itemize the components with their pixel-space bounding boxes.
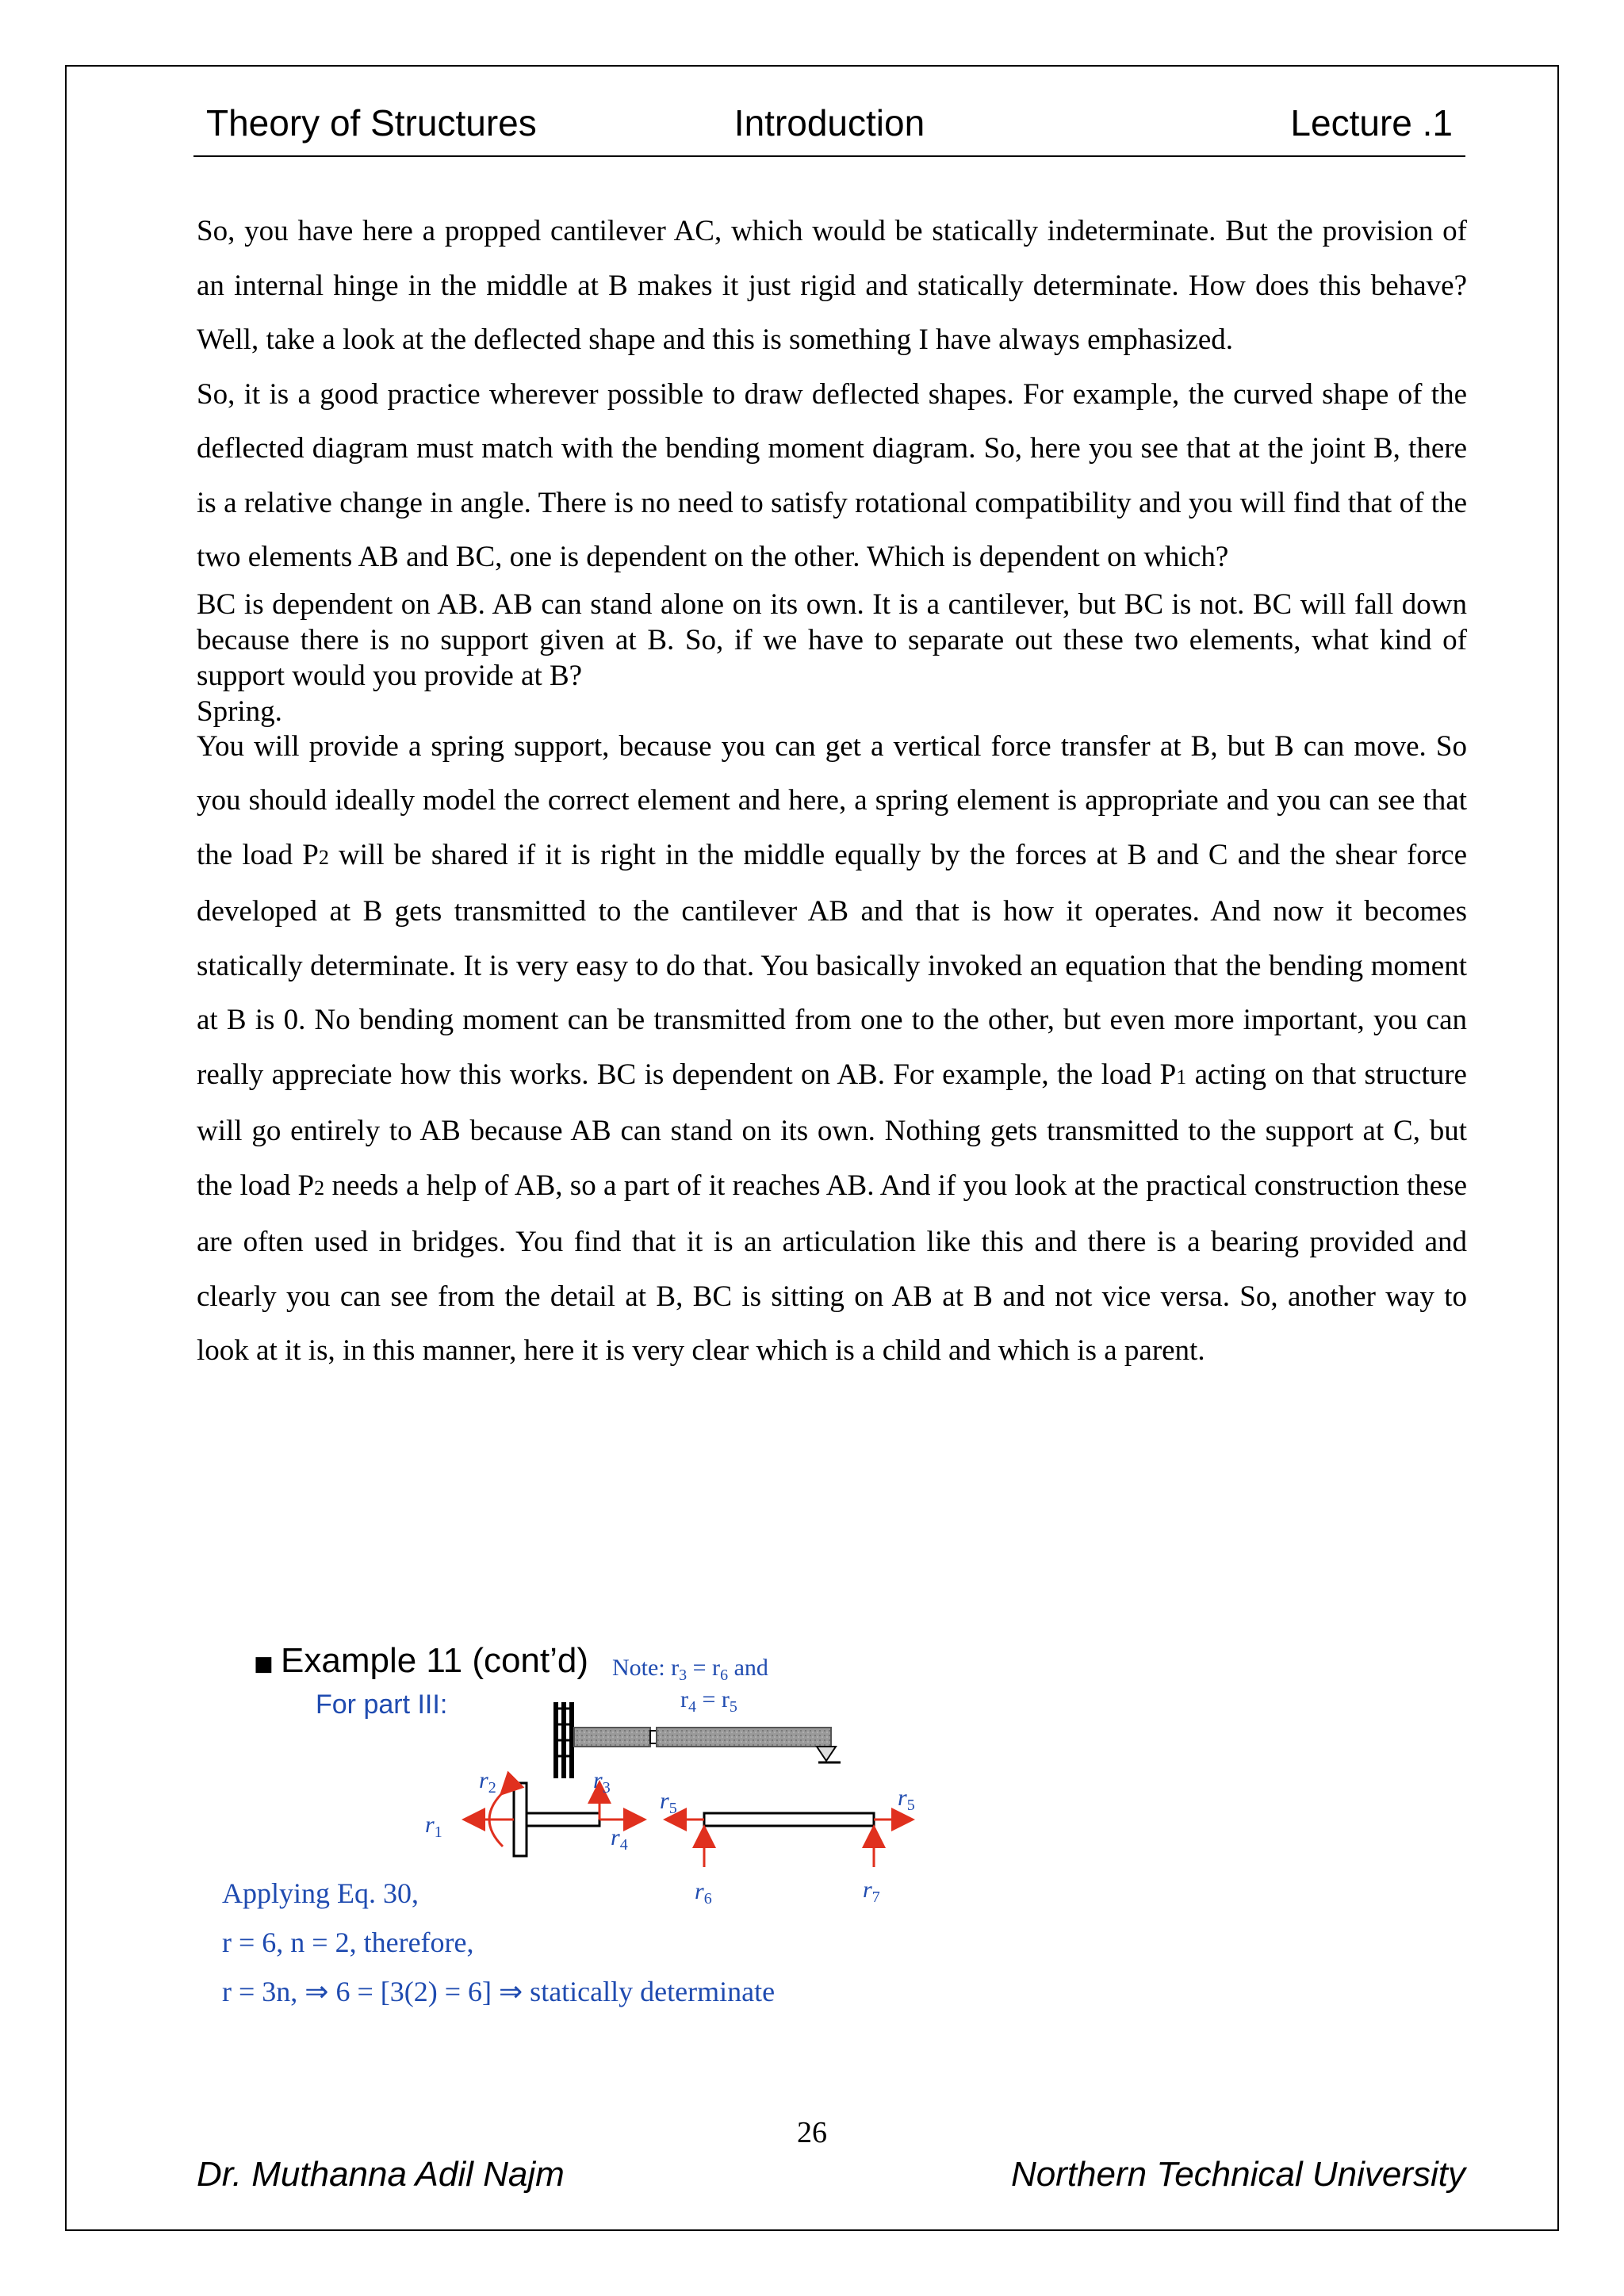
free-body-bc [668,1813,910,1867]
equation-line3: r = 3n, ⇒ 6 = [3(2) = 6] ⇒ statically determinate [222,1976,776,2007]
figure-title: Example 11 (cont’d) [281,1641,589,1680]
subscript: 2 [318,845,329,869]
paragraph: So, you have here a propped cantilever AC, which would be statically indeterminate. But the provision of an internal hinge in the middle at B makes it just rigid and statically determinate. How does this behave? Well, take a look at the deflected shape and this is something I have always emphasized. [197,215,1467,356]
paragraph: Spring. [197,695,282,728]
subscript: 1 [1176,1065,1187,1089]
subscript: 2 [314,1176,325,1200]
header-lecture-number: Lecture .1 [1290,102,1453,144]
figure-note-line2: $r_4 = r_5$ [680,1686,737,1716]
figure-note-line1: Note: $r_3 = r_6$ and [612,1655,768,1684]
bullet-icon: ■ [254,1652,274,1676]
page-number: 26 [797,2116,827,2149]
footer-author: Dr. Muthanna Adil Najm [197,2155,565,2194]
equation-line2: r = 6, n = 2, therefore, [222,1927,474,1958]
label-r5-left: $r_5$ [660,1788,677,1817]
page-footer [197,2155,1465,2202]
label-r4: $r_4$ [611,1824,628,1854]
body-text [197,205,1467,1379]
header-course-title: Theory of Structures [206,102,537,144]
figure-subtitle: For part III: [316,1689,448,1720]
label-r1: $r_1$ [425,1812,442,1841]
label-r5-right: $r_5$ [898,1785,915,1814]
example-figure [214,1629,944,2042]
paragraph [197,720,1467,1379]
paragraph: So, it is a good practice wherever possible to draw deflected shapes. For example, the curved shape of the deflected diagram must match with the bending moment diagram. So, here you see that at the joint B, there is a relative change in angle. There is no need to satisfy rotational compatibility and you will find that of the two elements AB and BC, one is dependent on the other. Which is dependent on which? [197,377,1467,573]
label-r2: $r_2$ [479,1767,496,1797]
paragraph: BC is dependent on AB. AB can stand alone on its own. It is a cantilever, but BC is not. BC will fall down because there is no support given at B. So, if we have to separate out these two elements, what kind of support would you provide at B? [197,587,1467,692]
text-run: You will provide a spring support, because you can get a vertical force transfer at B, but B can move. So you should ideally model the correct element and here, a spring element is appropriate and you can see that the load P [197,729,1467,871]
footer-institution: Northern Technical University [1010,2155,1465,2194]
text-run: will be shared if it is right in the middle equally by the forces at B and C and the shear force developed at B gets transmitted to the cantilever AB and that is how it operates. And now it becomes statically determinate. It is very easy to do that. You basically invoked an equation that the bending moment at B is 0. No bending moment can be transmitted from one to the other, but even more important, you can really appreciate how this works. BC is dependent on AB. For example, the load P [197,838,1468,1091]
header-section-title: Introduction [733,102,925,144]
label-r3: $r_3$ [593,1767,611,1797]
equations [222,1877,775,2007]
label-r6: $r_6$ [695,1878,712,1908]
text-run: acting on that structure will go entirely to AB because AB can stand on its own. Nothing gets transmitted to the support at C, but the load P [197,1058,1467,1202]
text-run: needs a help of AB, so a part of it reaches AB. And if you look at the practical construction these are often used in bridges. You find that it is an articulation like this and there is a bearing provided and clearly you can see from the detail at B, BC is sitting on AB at B and not vice versa. So, another way to look at it is, in this manner, here it is very clear which is a child and which is a parent. [197,1169,1468,1367]
equation-line1: Applying Eq. 30, [222,1877,419,1909]
reaction-labels [425,1767,915,1908]
page-header [193,95,1465,157]
label-r7: $r_7$ [863,1877,880,1906]
